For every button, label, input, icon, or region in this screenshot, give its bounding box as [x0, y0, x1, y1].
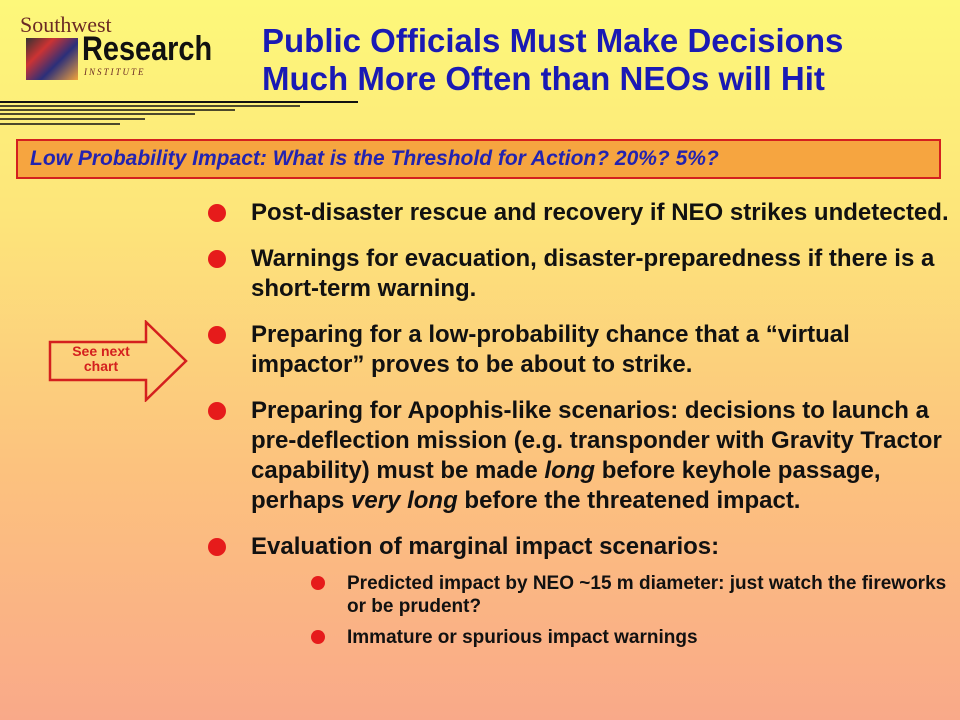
- bullet-dot-icon: [208, 250, 226, 268]
- title-line-2: Much More Often than NEOs will Hit: [262, 60, 825, 97]
- bullet-item: [208, 320, 950, 380]
- bullet4-part-1: Preparing for Apophis-like scenarios: decisions to launch a pre-deflection mission (e.g. transponder with Gravity Tractor capability) must be made: [251, 397, 942, 484]
- sub-bullet-item: [271, 572, 950, 618]
- sub-bullet-dot-icon: [311, 576, 325, 590]
- logo-southwest-text: Southwest: [20, 12, 112, 37]
- sub-bullet-list: [271, 572, 950, 649]
- sub-bullet-item: [271, 626, 950, 649]
- bullet4-part-3: before the threatened impact.: [457, 487, 801, 514]
- sub-bullet-dot-icon: [311, 630, 325, 644]
- decorative-rule-lines: [0, 96, 370, 136]
- bullet4-emphasis-2: very long: [351, 487, 458, 514]
- slide-title: [262, 22, 952, 98]
- threshold-banner: [16, 139, 941, 179]
- southwest-research-logo: [20, 12, 220, 82]
- bullet-dot-icon: [208, 538, 226, 556]
- bullet-text: Warnings for evacuation, disaster-preparedness if there is a short-term warning.: [251, 245, 935, 302]
- bullet-item: [208, 244, 950, 304]
- bullet-item: [208, 198, 950, 228]
- bullet-text: Preparing for a low-probability chance that a “virtual impactor” proves to be about to strike.: [251, 321, 850, 378]
- sub-bullet-text: Predicted impact by NEO ~15 m diameter: just watch the fireworks or be prudent?: [347, 573, 947, 617]
- logo-institute-text: INSTITUTE: [84, 67, 146, 77]
- logo-research-text: Research: [82, 30, 213, 68]
- banner-text: Low Probability Impact: What is the Threshold for Action? 20%? 5%?: [30, 147, 719, 170]
- bullet4-emphasis-1: long: [544, 457, 596, 484]
- bullet4-part-2: before keyhole passage, perhaps: [251, 457, 881, 514]
- bullet-text: [251, 397, 942, 514]
- bullet-list: [208, 198, 950, 665]
- bullet-item: [208, 396, 950, 516]
- sub-bullet-text: Immature or spurious impact warnings: [347, 627, 698, 648]
- bullet-item: [208, 532, 950, 649]
- title-line-1: Public Officials Must Make Decisions: [262, 22, 844, 59]
- bullet-dot-icon: [208, 326, 226, 344]
- logo-image: [26, 38, 78, 80]
- see-next-chart-label: [55, 344, 147, 374]
- bullet-dot-icon: [208, 402, 226, 420]
- callout-line-1: See next: [72, 343, 130, 359]
- callout-line-2: chart: [83, 358, 119, 374]
- bullet-text: Evaluation of marginal impact scenarios:: [251, 533, 720, 560]
- bullet-dot-icon: [208, 204, 226, 222]
- bullet-text: Post-disaster rescue and recovery if NEO strikes undetected.: [251, 199, 949, 226]
